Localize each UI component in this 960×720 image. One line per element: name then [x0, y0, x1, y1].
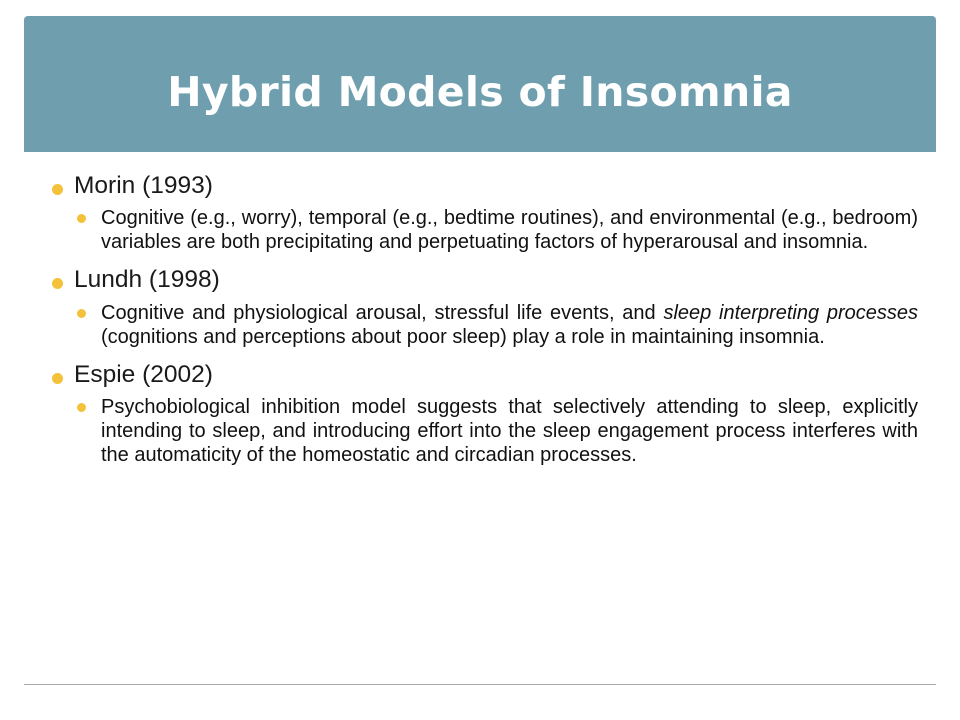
description-text: Cognitive and physiological arousal, stressful life events, and: [101, 301, 664, 324]
section-heading: [48, 359, 920, 391]
description-text: Psychobiological inhibition model suggests that selectively attending to sleep, explicitly intending to sleep, and introducing effort into the sleep engagement process interferes with the automaticity of the homeostatic and circadian processes.: [101, 395, 918, 466]
description-italic-term: sleep interpreting processes: [663, 301, 918, 324]
bullet-dot-icon: [77, 214, 86, 223]
section-description: [101, 301, 920, 349]
heading-text: Morin (1993): [74, 172, 213, 199]
slide-content: [48, 170, 920, 477]
bullet-dot-icon: [52, 278, 63, 289]
section-heading: [48, 170, 920, 202]
section-description: [101, 206, 920, 254]
heading-text: Lundh (1998): [74, 266, 220, 294]
footer-divider: [24, 684, 936, 685]
slide-title: Hybrid Models of Insomnia: [167, 68, 793, 116]
section-description: [101, 395, 920, 467]
bullet-dot-icon: [77, 403, 86, 412]
heading-text: Espie (2002): [74, 360, 213, 388]
section-lundh: [48, 264, 920, 348]
title-banner: [24, 16, 936, 152]
section-morin: [48, 170, 920, 254]
bullet-dot-icon: [52, 373, 63, 384]
description-text-continued: (cognitions and perceptions about poor sleep) play a role in maintaining insomnia.: [101, 325, 825, 348]
section-heading: [48, 264, 920, 296]
bullet-dot-icon: [52, 184, 63, 195]
bullet-dot-icon: [77, 309, 86, 318]
section-espie: [48, 359, 920, 467]
description-text: Cognitive (e.g., worry), temporal (e.g., bedtime routines), and environmental (e.g., bedroom) variables are both precipitating and perpetuating factors of hyperarousal and insomnia.: [101, 207, 918, 254]
